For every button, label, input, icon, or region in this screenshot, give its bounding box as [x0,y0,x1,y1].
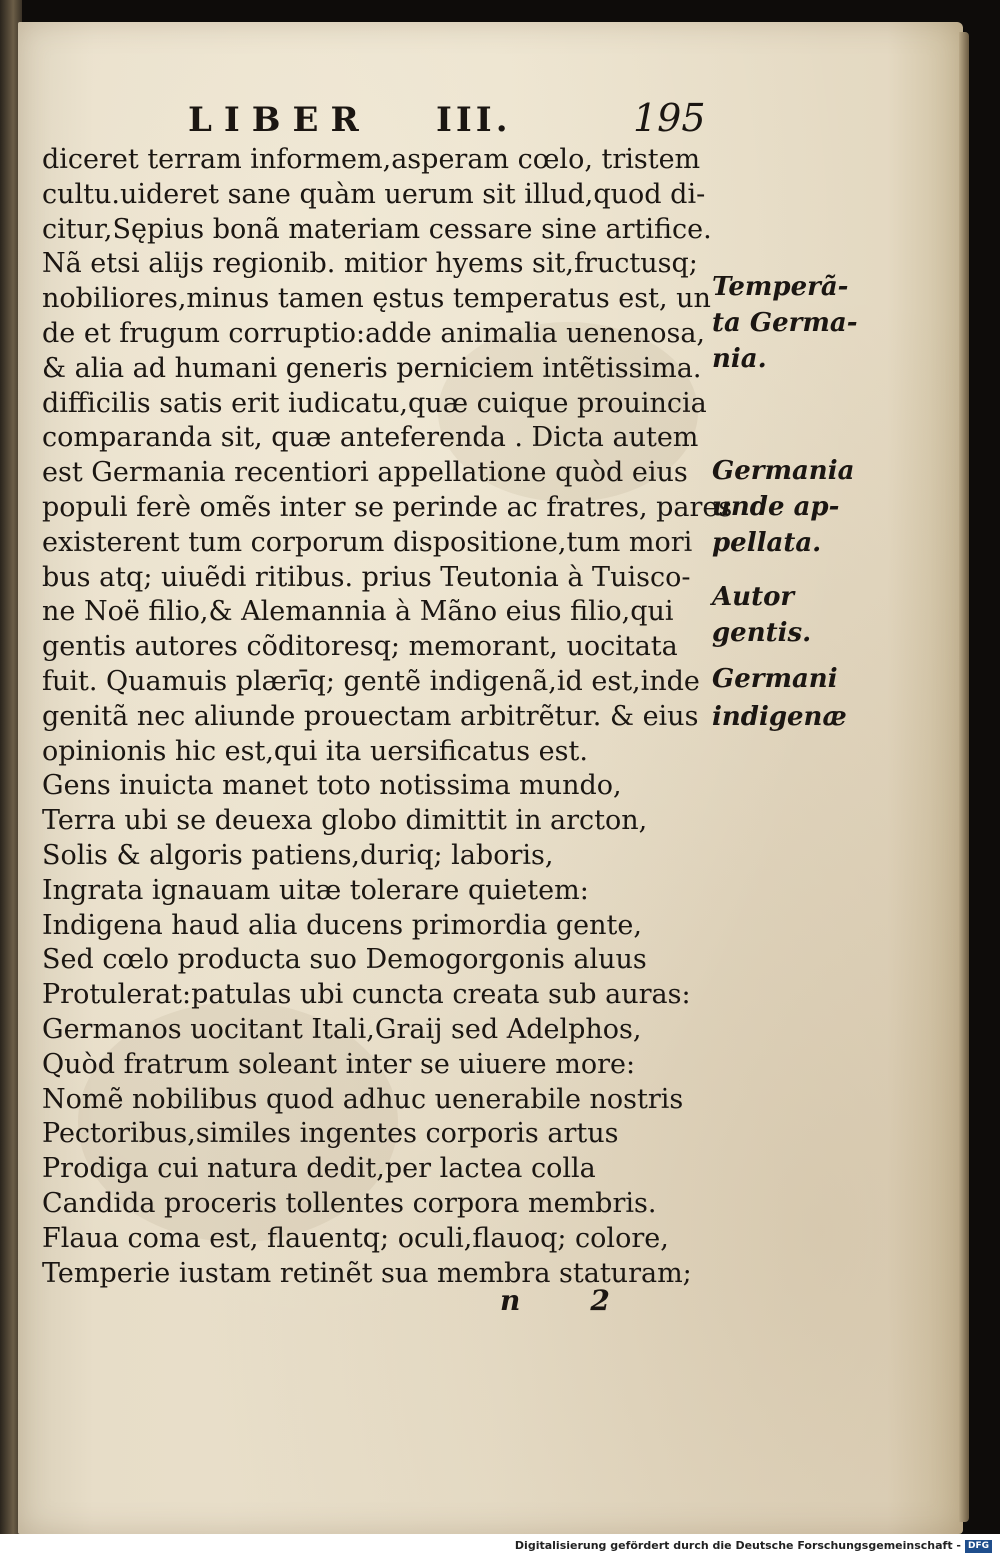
text-line: cultu.uideret sane quàm uerum sit illud,quod di- [42,178,706,210]
margin-note: pellata. [712,528,822,558]
text-line: fuit. Quamuis plærīq; gentẽ indigenã,id est,inde [42,665,700,697]
margin-note: Temperã- [712,272,849,302]
text-line: est Germania recentiori appellatione quòd eius [42,457,688,489]
verse-line: Protulerat:patulas ubi cuncta creata sub auras: [42,979,691,1011]
text-line: diceret terram informem,asperam cœlo, tristem [42,144,701,175]
margin-note: indigenæ [712,702,847,732]
margin-note: unde ap- [712,492,840,522]
text-line: bus atq; uiuẽdi ritibus. prius Teutonia à Tuisco- [42,561,691,593]
verse-line: Temperie iustam retinẽt sua membra staturam; [42,1257,692,1289]
signature-mark [500,1284,660,1317]
text-line: citur,Sępius bonã materiam cessare sine artifice. [42,213,712,245]
text-line: ne Noë filio,& Alemannia à Mãno eius filio,qui [42,596,674,628]
page-edge [959,32,969,1522]
digitization-credit [515,1539,992,1553]
credit-text: Digitalisierung gefördert durch die Deutsche Forschungsgemeinschaft - [514,1539,961,1552]
verse-line: Prodiga cui natura dedit,per lactea colla [42,1153,596,1185]
text-line: genitã nec aliunde prouectam arbitrẽtur. & eius [42,700,699,732]
verse-line: Indigena haud alia ducens primordia gente, [42,909,642,941]
text-line: opinionis hic est,qui ita uersificatus est. [42,735,588,767]
verse-line: Nomẽ nobilibus quod adhuc uenerabile nostris [42,1083,684,1115]
margin-note: gentis. [712,618,812,648]
verse-line: Pectoribus,similes ingentes corporis artus [42,1118,619,1150]
margin-note: Germania [712,456,855,486]
verse-line: Solis & algoris patiens,duriq; laboris, [42,839,554,871]
verse-line: Terra ubi se deuexa globo dimittit in arcton, [42,805,648,837]
text-line: Nã etsi alijs regionib. mitior hyems sit,fructusq; [42,248,698,280]
verse-line: Flaua coma est, flauentq; oculi,flauoq; colore, [42,1222,669,1254]
margin-note: nia. [712,344,767,374]
signature-letter: n [500,1284,521,1317]
text-line: & alia ad humani generis perniciem intẽtissima. [42,352,702,384]
margin-note: ta Germa- [712,308,858,338]
margin-note: Germani [712,664,838,694]
body-text [42,143,732,1291]
dfg-logo: DFG [965,1540,992,1553]
folio-number: 195 [633,96,706,140]
text-line: comparanda sit, quæ anteferenda . Dicta autem [42,422,699,454]
running-head-book: III. [436,100,512,140]
text-line: existerent tum corporum dispositione,tum mori [42,526,693,558]
signature-number: 2 [590,1284,610,1317]
margin-note: Autor [712,582,795,612]
text-line: gentis autores cõditoresq; memorant, uocitata [42,631,678,663]
text-line: populi ferè omẽs inter se perinde ac fratres, pares [42,491,732,523]
running-head-title: LIBER [188,100,371,140]
text-line: nobiliores,minus tamen ęstus temperatus est, un [42,283,711,315]
text-line: difficilis satis erit iudicatu,quæ cuique prouincia [42,387,707,419]
verse-line: Ingrata ignauam uitæ tolerare quietem: [42,874,589,906]
verse-line: Germanos uocitant Itali,Graij sed Adelphos, [42,1013,642,1045]
text-line: de et frugum corruptio:adde animalia uenenosa, [42,317,706,349]
verse-line: Quòd fratrum soleant inter se uiuere more: [42,1048,636,1080]
book-page [18,22,963,1534]
verse-line: Sed cœlo producta suo Demogorgonis aluus [42,944,647,976]
verse-line: Candida proceris tollentes corpora membris. [42,1187,657,1219]
verse-line: Gens inuicta manet toto notissima mundo, [42,770,622,802]
